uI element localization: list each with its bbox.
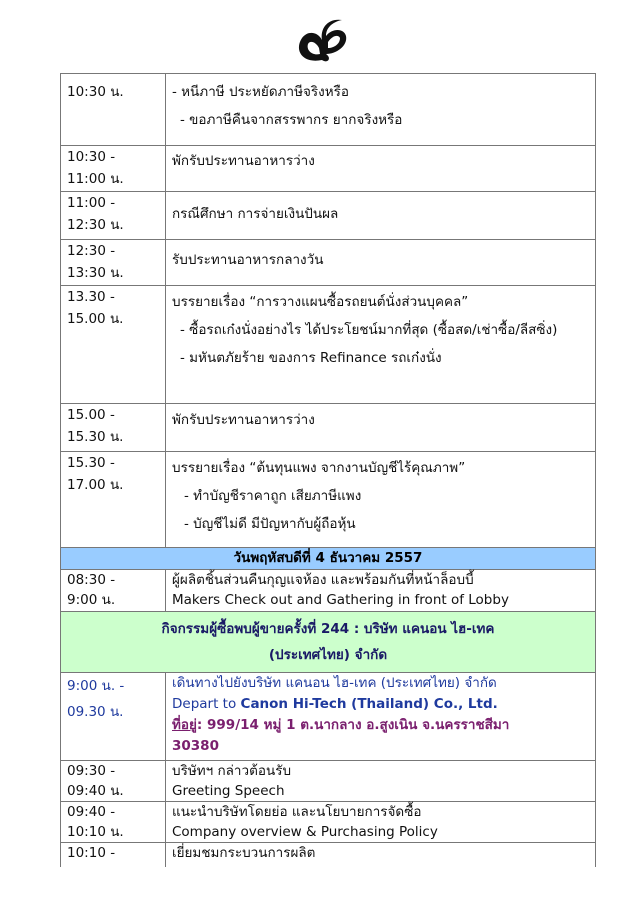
table-row: [61, 286, 596, 404]
time-cell: 08:30 - 9:00 น.: [61, 570, 166, 612]
time-cell: 15.30 - 17.00 น.: [61, 452, 166, 548]
description-cell: แนะนำบริษัทโดยย่อ และนโยบายการจัดซื้อ Company overview & Purchasing Policy: [166, 802, 596, 843]
time-cell: 9:00 น. - 09.30 น.: [61, 673, 166, 761]
description-cell: บรรยายเรื่อง “การวางแผนซื้อรถยนต์นั่งส่วนบุคคล” - ซื้อรถเก๋งนั่งอย่างไร ได้ประโยชน์มากที่สุด (ซื้อสด/เช่าซื้อ/ลีสซิ่ง) - มหันตภัยร้าย ของการ Refinance รถเก๋งนั่ง: [166, 286, 596, 404]
activity-header: กิจกรรมผู้ซื้อพบผู้ขายครั้งที่ 244 : บริษัท แคนอน ไฮ-เทค (ประเทศไทย) จำกัด: [61, 612, 596, 673]
description-cell: พักรับประทานอาหารว่าง: [166, 146, 596, 192]
table-row: [61, 240, 596, 286]
time-cell: 10:30 น.: [61, 74, 166, 146]
description-cell: กรณีศึกษา การจ่ายเงินปันผล: [166, 192, 596, 240]
day-header-row: [61, 548, 596, 570]
activity-header-row: [61, 612, 596, 673]
description-cell: บริษัทฯ กล่าวต้อนรับ Greeting Speech: [166, 761, 596, 802]
time-cell: 15.00 - 15.30 น.: [61, 404, 166, 452]
table-row: [61, 404, 596, 452]
time-cell: 10:10 -: [61, 843, 166, 867]
time-cell: 12:30 - 13:30 น.: [61, 240, 166, 286]
address-label: ที่อยู่: [172, 717, 197, 733]
table-row: [61, 570, 596, 612]
table-row: [61, 761, 596, 802]
time-cell: 13.30 - 15.00 น.: [61, 286, 166, 404]
description-cell: พักรับประทานอาหารว่าง: [166, 404, 596, 452]
table-row: [61, 843, 596, 867]
time-cell: 09:40 - 10:10 น.: [61, 802, 166, 843]
table-row: [61, 802, 596, 843]
description-cell: บรรยายเรื่อง “ต้นทุนแพง จากงานบัญชีไร้คุณภาพ” - ทำบัญชีราคาถูก เสียภาษีแพง - บัญชีไม่ดี มีปัญหากับผู้ถือหุ้น: [166, 452, 596, 548]
description-cell: - หนีภาษี ประหยัดภาษีจริงหรือ - ขอภาษีคืนจากสรรพากร ยากจริงหรือ: [166, 74, 596, 146]
time-cell: 09:30 - 09:40 น.: [61, 761, 166, 802]
time-cell: 11:00 - 12:30 น.: [61, 192, 166, 240]
description-cell: ผู้ผลิตชิ้นส่วนคืนกุญแจห้อง และพร้อมกันที่หน้าล็อบบี้ Makers Check out and Gathering in front of Lobby: [166, 570, 596, 612]
table-row: [61, 74, 596, 146]
table-row: [61, 192, 596, 240]
description-cell: รับประทานอาหารกลางวัน: [166, 240, 596, 286]
table-row: [61, 673, 596, 761]
description-cell: เดินทางไปยังบริษัท แคนอน ไฮ-เทค (ประเทศไทย) จำกัด Depart to Canon Hi-Tech (Thailand) Co., Ltd. ที่อยู่: 999/14 หมู่ 1 ต.นากลาง อ.สูงเนิน จ.นครราชสีมา 30380: [166, 673, 596, 761]
schedule-table: [60, 73, 596, 867]
butterfly-logo-icon: [292, 14, 350, 66]
description-cell: เยี่ยมชมกระบวนการผลิต: [166, 843, 596, 867]
time-cell: 10:30 - 11:00 น.: [61, 146, 166, 192]
day-header: วันพฤหัสบดีที่ 4 ธันวาคม 2557: [61, 548, 596, 570]
table-row: [61, 452, 596, 548]
table-row: [61, 146, 596, 192]
